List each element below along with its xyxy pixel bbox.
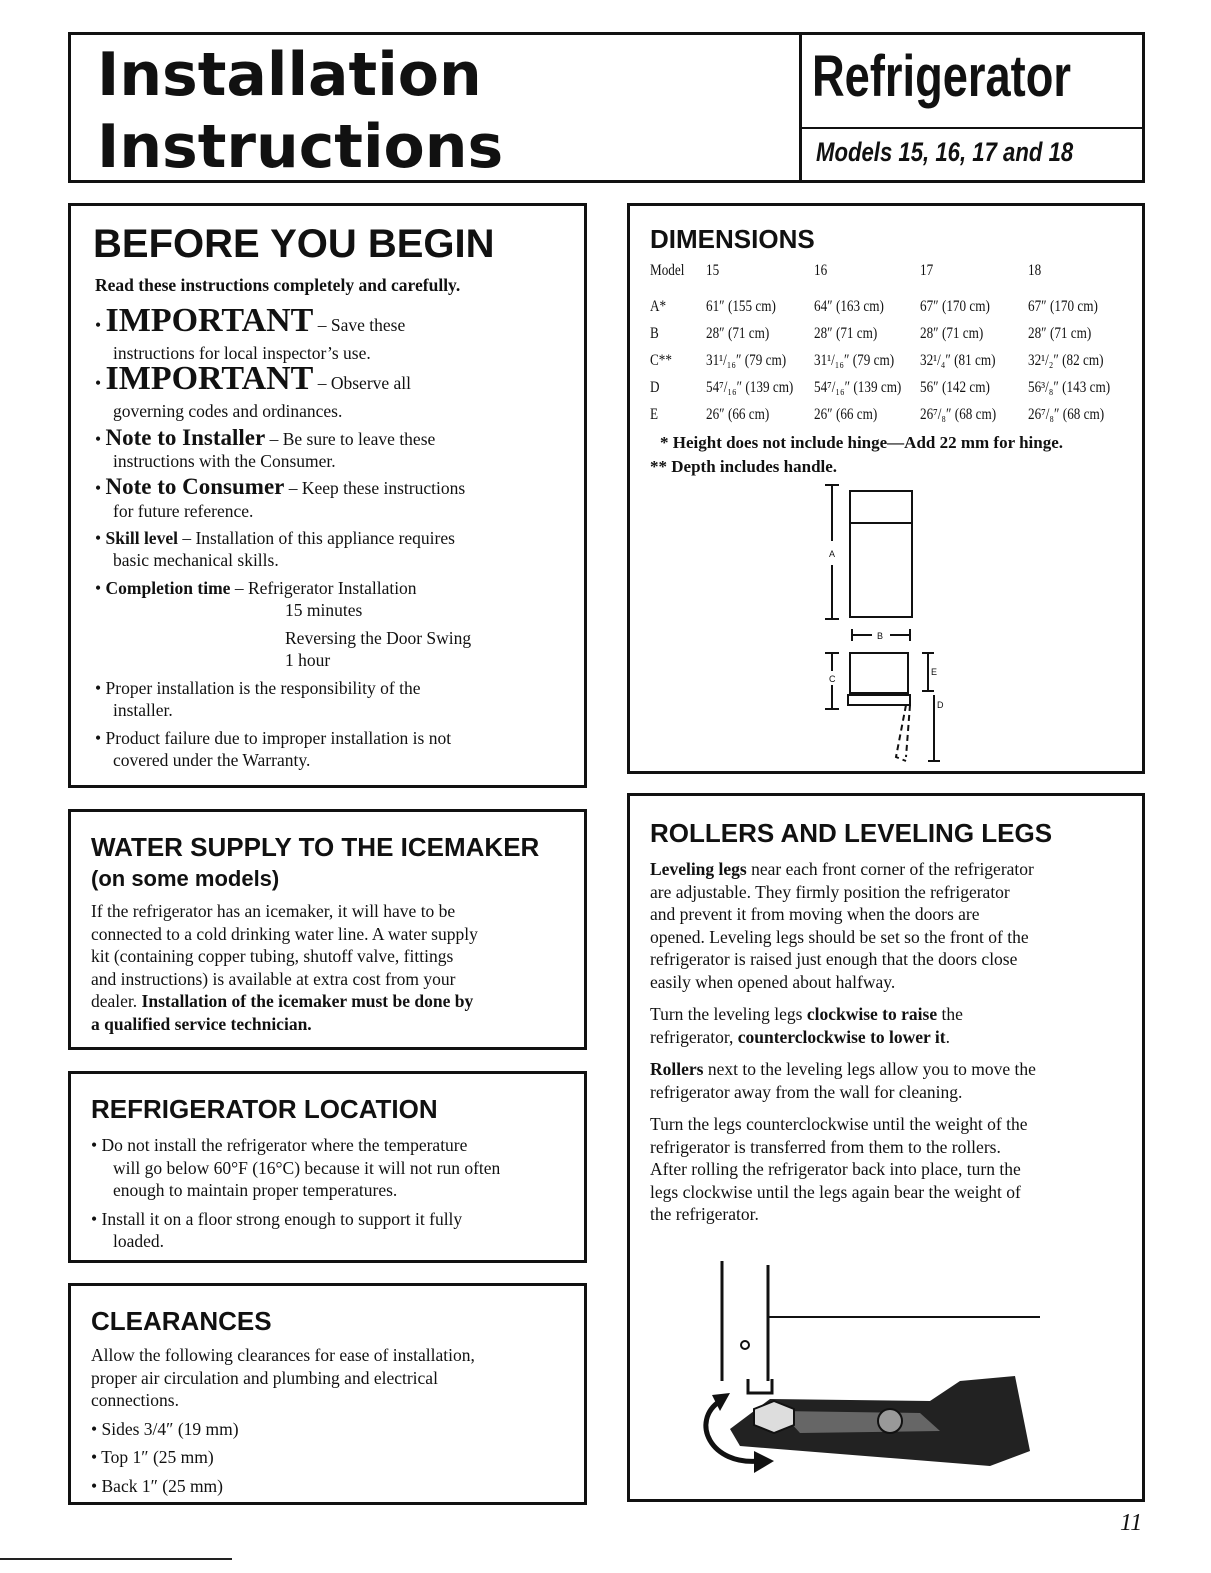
proper-installation <box>95 677 420 699</box>
skill-text: – Installation of this appliance requires <box>177 528 455 548</box>
table-cell: 26⁷/₈″ (68 cm) <box>920 406 997 423</box>
bullet-icon: • <box>95 728 106 748</box>
bullet-icon: • <box>95 678 106 698</box>
text-line: next to the leveling legs allow you to move the <box>703 1059 1036 1079</box>
section-heading: WATER SUPPLY TO THE ICEMAKER <box>91 832 540 862</box>
bold-text: counterclockwise to lower it <box>737 1026 946 1047</box>
text-line: Do not install the refrigerator where the temperature <box>101 1135 468 1155</box>
table-cell: 67″ (170 cm) <box>920 298 990 315</box>
list-item: • Sides 3/4″ (19 mm) <box>91 1418 239 1439</box>
skill-label: Skill level <box>105 528 178 548</box>
completion-time1: 15 minutes <box>285 600 363 620</box>
text-line: Allow the following clearances for ease of installation, <box>91 1345 475 1365</box>
header-box <box>68 32 1145 183</box>
list-item: • Top 1″ (25 mm) <box>91 1447 214 1467</box>
section-heading: DIMENSIONS <box>650 224 815 254</box>
text-line: loaded. <box>113 1231 165 1251</box>
table-cell: 56³/₈″ (143 cm) <box>1028 379 1111 396</box>
water-paragraph <box>91 900 571 1035</box>
refrigerator-location-section <box>68 1071 587 1263</box>
text-line: refrigerator away from the wall for cleaning. <box>650 1081 963 1102</box>
table-cell: 28″ (71 cm) <box>706 325 770 342</box>
text-line: enough to maintain proper temperatures. <box>113 1180 398 1200</box>
bullet-icon: • <box>95 578 106 598</box>
bullet-icon: • <box>95 528 106 548</box>
table-cell: 31¹/₁₆″ (79 cm) <box>814 352 895 369</box>
table-cell: 26″ (66 cm) <box>814 406 878 423</box>
diagram-label-e: E <box>931 667 938 677</box>
depth-note: ** Depth includes handle. <box>650 457 838 476</box>
table-header-cell: 15 <box>706 262 720 279</box>
row-label: A* <box>650 298 667 315</box>
text-line: . <box>945 1026 950 1047</box>
table-cell: 31¹/₁₆″ (79 cm) <box>706 352 787 369</box>
clearances-paragraph <box>91 1344 581 1497</box>
header-title-panel <box>71 35 802 180</box>
failure-note <box>95 727 451 749</box>
table-cell: 26″ (66 cm) <box>706 406 770 423</box>
text-line: connected to a cold drinking water line. A water supply <box>91 923 478 944</box>
table-cell: 32¹/₂″ (82 cm) <box>1028 352 1104 369</box>
text-line: and prevent it from moving when the doors are <box>650 904 980 924</box>
skill-cont: basic mechanical skills. <box>113 550 279 570</box>
proper-cont: installer. <box>113 700 173 720</box>
text-line: the <box>937 1004 963 1024</box>
section-heading: ROLLERS AND LEVELING LEGS <box>650 818 1053 848</box>
rollers-text <box>650 858 1140 1226</box>
failure-cont: covered under the Warranty. <box>113 750 311 770</box>
text-line: refrigerator is raised just enough that the doors close <box>650 949 1018 969</box>
section-heading: BEFORE YOU BEGIN <box>93 222 495 266</box>
bullet-icon: • <box>91 1135 102 1155</box>
text-line: proper air circulation and plumbing and electrical <box>91 1367 438 1388</box>
divider <box>0 1558 232 1560</box>
important-label: IMPORTANT <box>105 302 314 339</box>
text-line: legs clockwise until the legs again bear the weight of <box>650 1181 1021 1202</box>
note-installer <box>95 427 435 450</box>
section-subheading: (on some models) <box>91 866 280 891</box>
rollers-leveling-section <box>627 793 1145 1502</box>
page-number: 11 <box>1120 1510 1143 1536</box>
height-note: * Height does not include hinge—Add 22 mm for hinge. <box>660 433 1064 452</box>
table-cell: 54⁷/₁₆″ (139 cm) <box>814 379 902 396</box>
completion-time2: 1 hour <box>285 650 331 670</box>
completion-task2: Reversing the Door Swing <box>285 628 472 648</box>
section-heading: REFRIGERATOR LOCATION <box>91 1094 438 1124</box>
clearances-section <box>68 1283 587 1505</box>
text-line: Install it on a floor strong enough to support it fully <box>101 1208 463 1229</box>
models-label: Models 15, 16, 17 and 18 <box>816 137 1074 167</box>
list-item: • Back 1″ (25 mm) <box>91 1475 224 1496</box>
text-line: refrigerator, <box>650 1026 738 1047</box>
table-cell: 26⁷/₈″ (68 cm) <box>1028 406 1105 423</box>
skill-level <box>95 527 455 549</box>
table-header-cell: 16 <box>814 262 828 279</box>
text-line: are adjustable. They firmly position the refrigerator <box>650 881 1010 902</box>
water-supply-section <box>68 809 587 1050</box>
note-consumer-cont: for future reference. <box>113 501 254 521</box>
text-line: refrigerator is transferred from them to the rollers. <box>650 1136 1001 1157</box>
bullet-icon: • <box>91 1208 102 1229</box>
consumer-label: Note to Consumer <box>105 474 285 499</box>
dimensions-diagram <box>810 481 970 771</box>
before-you-begin-section <box>68 203 587 788</box>
completion-label: Completion time <box>105 578 231 598</box>
bullet-icon: • <box>95 478 106 498</box>
table-cell: 28″ (71 cm) <box>814 325 878 342</box>
text-line: Turn the leveling legs <box>650 1004 807 1024</box>
text-line: will go below 60°F (16°C) because it will not run often <box>113 1157 501 1178</box>
text-line: easily when opened about halfway. <box>650 971 896 992</box>
bullet-icon: • <box>95 373 106 393</box>
text-line: opened. Leveling legs should be set so the front of the <box>650 926 1029 947</box>
important-label: IMPORTANT <box>105 360 314 397</box>
important-1-cont: instructions for local inspector’s use. <box>113 343 371 363</box>
table-cell: 28″ (71 cm) <box>920 325 984 342</box>
installer-text: – Be sure to leave these <box>265 429 436 449</box>
row-label: D <box>650 379 660 396</box>
failure-text: Product failure due to improper installation is not <box>105 728 452 748</box>
title-line1: Installation <box>97 40 482 110</box>
intro-text: Read these instructions completely and carefully. <box>95 275 461 295</box>
bold-text: clockwise to raise <box>806 1004 938 1024</box>
completion-time <box>95 577 417 599</box>
note-installer-cont: instructions with the Consumer. <box>113 451 336 471</box>
table-header-cell: 17 <box>920 262 934 279</box>
text-line: If the refrigerator has an icemaker, it will have to be <box>91 901 456 921</box>
important-text: – Observe all <box>313 373 412 393</box>
table-cell: 67″ (170 cm) <box>1028 298 1098 315</box>
bold-text: a qualified service technician. <box>91 1013 312 1034</box>
consumer-text: – Keep these instructions <box>284 478 466 498</box>
important-1 <box>95 302 406 339</box>
product-title: Refrigerator <box>812 44 1071 109</box>
text-line: and instructions) is available at extra cost from your <box>91 968 456 989</box>
bold-text: Installation of the icemaker must be done by <box>141 991 474 1011</box>
text-line: After rolling the refrigerator back into place, turn the <box>650 1159 1021 1179</box>
rotation-arrow-icon <box>754 1451 774 1473</box>
diagram-label-a: A <box>829 549 836 559</box>
text-line: kit (containing copper tubing, shutoff valve, fittings <box>91 946 454 966</box>
row-label: E <box>650 406 659 423</box>
text-line: connections. <box>91 1390 179 1410</box>
section-heading: CLEARANCES <box>91 1306 272 1336</box>
bullet-icon: • <box>95 315 106 335</box>
diagram-label-b: B <box>877 631 884 641</box>
table-header-cell: 18 <box>1028 262 1042 279</box>
important-2 <box>95 360 412 397</box>
bold-text: Rollers <box>650 1059 704 1079</box>
table-header-cell: Model <box>650 262 685 279</box>
note-consumer <box>95 476 465 499</box>
completion-text: – Refrigerator Installation <box>230 578 417 598</box>
text-line: the refrigerator. <box>650 1204 759 1224</box>
dimensions-section <box>627 203 1145 774</box>
important-text: – Save these <box>313 315 406 335</box>
row-label: B <box>650 325 659 342</box>
divider <box>802 127 1142 129</box>
text-line: dealer. <box>91 991 142 1011</box>
bold-text: Leveling legs <box>650 859 747 879</box>
title-line2: Instructions <box>97 112 504 182</box>
table-cell: 61″ (155 cm) <box>706 298 776 315</box>
table-cell: 64″ (163 cm) <box>814 298 884 315</box>
diagram-label-c: C <box>829 674 836 684</box>
proper-text: Proper installation is the responsibility of the <box>105 678 421 698</box>
text-line: near each front corner of the refrigerator <box>746 859 1034 879</box>
table-cell: 28″ (71 cm) <box>1028 325 1092 342</box>
bullet-icon: • <box>95 429 106 449</box>
text-line: Turn the legs counterclockwise until the weight of the <box>650 1114 1028 1134</box>
important-2-cont: governing codes and ordinances. <box>113 401 343 421</box>
table-cell: 54⁷/₁₆″ (139 cm) <box>706 379 794 396</box>
location-list <box>91 1134 581 1253</box>
header-product-panel <box>802 35 1142 180</box>
diagram-label-d: D <box>937 700 944 710</box>
row-label: C** <box>650 352 672 369</box>
table-cell: 56″ (142 cm) <box>920 379 990 396</box>
leveling-leg-illustration <box>690 1261 1110 1491</box>
installer-label: Note to Installer <box>105 425 266 450</box>
table-cell: 32¹/₄″ (81 cm) <box>920 352 996 369</box>
